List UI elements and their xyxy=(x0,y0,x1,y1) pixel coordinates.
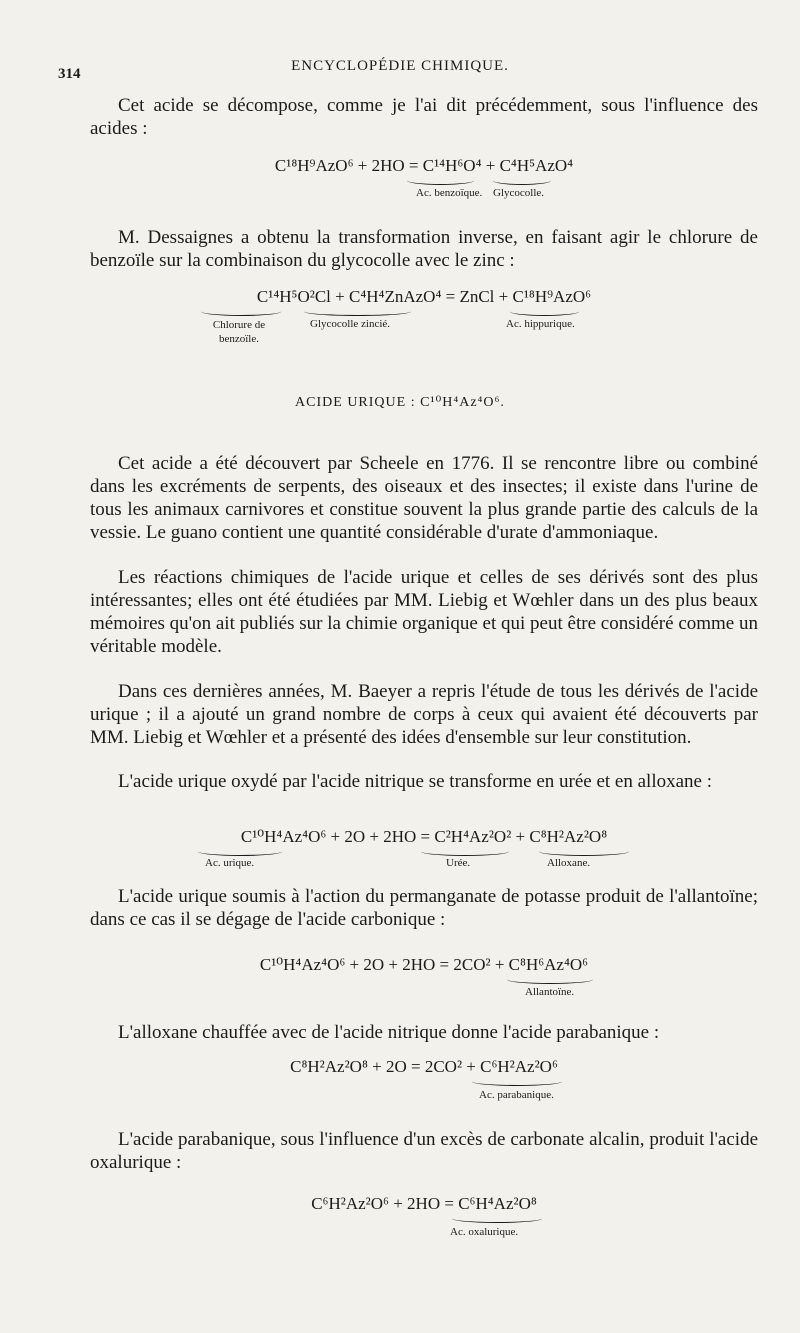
brace-4 xyxy=(507,975,593,984)
running-title: ENCYCLOPÉDIE CHIMIQUE. xyxy=(291,58,509,74)
paragraph-2: M. Dessaignes a obtenu la transformation inverse, en faisant agir le chlorure de benzoïle sur la combinaison du glycocolle avec le zinc : xyxy=(90,227,758,271)
section-heading: ACIDE URIQUE : C¹⁰H⁴Az⁴O⁶. xyxy=(295,395,505,410)
equation-6-labels xyxy=(90,1226,758,1242)
equation-4: C¹⁰H⁴Az⁴O⁶ + 2O + 2HO = 2CO² + C⁸H⁶Az⁴O⁶ xyxy=(259,955,589,974)
paragraph-1: Cet acide se décompose, comme je l'ai dit précédemment, sous l'influence des acides : xyxy=(90,95,758,139)
label-benzoyl-chloride: Chlorure de benzoïle. xyxy=(212,319,266,345)
paragraph-8: L'alloxane chauffée avec de l'acide nitrique donne l'acide parabanique : xyxy=(118,1022,660,1043)
paragraph-7: L'acide urique soumis à l'action du permanganate de potasse produit de l'allantoïne; dans ce cas il se dégage de l'acide carbonique : xyxy=(90,886,758,930)
paragraph-5: Dans ces dernières années, M. Baeyer a repris l'étude de tous les dérivés de l'acide urique ; il a ajouté un grand nombre de corps à ceux qui avaient été découverts par MM. Liebig et Wœhler et a présenté des idées d'ensemble sur leur constitution. xyxy=(90,681,758,748)
label-parabanic-acid: Ac. parabanique. xyxy=(479,1089,554,1101)
brace-1b xyxy=(493,176,551,185)
label-oxaluric-acid: Ac. oxalurique. xyxy=(450,1226,519,1238)
equation-6: C⁶H²Az²O⁶ + 2HO = C⁶H⁴Az²O⁸ xyxy=(311,1194,537,1213)
brace-3c xyxy=(539,847,629,856)
brace-2a xyxy=(201,307,281,316)
label-alloxane: Alloxane. xyxy=(547,857,591,869)
equation-5-labels xyxy=(90,1089,758,1105)
equation-2-labels xyxy=(90,318,758,350)
brace-6 xyxy=(452,1214,542,1223)
equation-1-labels xyxy=(90,187,758,203)
page-number: 314 xyxy=(58,66,81,82)
brace-2b xyxy=(304,307,411,316)
paragraph-6: L'acide urique oxydé par l'acide nitrique se transforme en urée et en alloxane : xyxy=(118,771,713,792)
brace-1a xyxy=(407,176,474,185)
label-allantoine: Allantoïne. xyxy=(525,986,575,998)
brace-2c xyxy=(510,307,579,316)
label-uric-acid: Ac. urique. xyxy=(205,857,255,869)
equation-5: C⁸H²Az²O⁸ + 2O = 2CO² + C⁶H²Az²O⁶ xyxy=(290,1057,558,1076)
brace-5 xyxy=(472,1077,562,1086)
equation-4-labels xyxy=(90,986,758,1002)
label-hippuric-acid: Ac. hippurique. xyxy=(506,318,575,330)
brace-3b xyxy=(421,847,509,856)
brace-3a xyxy=(198,847,282,856)
paragraph-4: Les réactions chimiques de l'acide urique et celles de ses dérivés sont des plus intéressantes; elles ont été étudiées par MM. Liebig et Wœhler dans un des plus beaux mémoires qu'on ait publiés sur la chimie organique et qui peut être considéré comme un véritable modèle. xyxy=(90,567,758,657)
paragraph-3: Cet acide a été découvert par Scheele en 1776. Il se rencontre libre ou combiné dans les excréments de serpents, des oiseaux et des insectes; il existe dans l'urine de tous les animaux carnivores et constitue souvent la plus grande partie des calculs de la vessie. Le guano contient une quantité considérable d'urate d'ammoniaque. xyxy=(90,453,758,543)
equation-1: C¹⁸H⁹AzO⁶ + 2HO = C¹⁴H⁶O⁴ + C⁴H⁵AzO⁴ xyxy=(274,156,574,175)
label-uree: Urée. xyxy=(446,857,471,869)
label-benzoic-acid: Ac. benzoïque. xyxy=(416,187,483,199)
equation-3: C¹⁰H⁴Az⁴O⁶ + 2O + 2HO = C²H⁴Az²O² + C⁸H²Az²O⁸ xyxy=(240,827,608,846)
equation-3-labels xyxy=(90,857,758,873)
equation-2: C¹⁴H⁵O²Cl + C⁴H⁴ZnAzO⁴ = ZnCl + C¹⁸H⁹AzO⁶ xyxy=(256,287,592,306)
label-zinc-glycocolle: Glycocolle zincié. xyxy=(310,318,391,330)
label-glycocolle: Glycocolle. xyxy=(493,187,545,199)
paragraph-9: L'acide parabanique, sous l'influence d'un excès de carbonate alcalin, produit l'acide oxalurique : xyxy=(90,1129,758,1173)
